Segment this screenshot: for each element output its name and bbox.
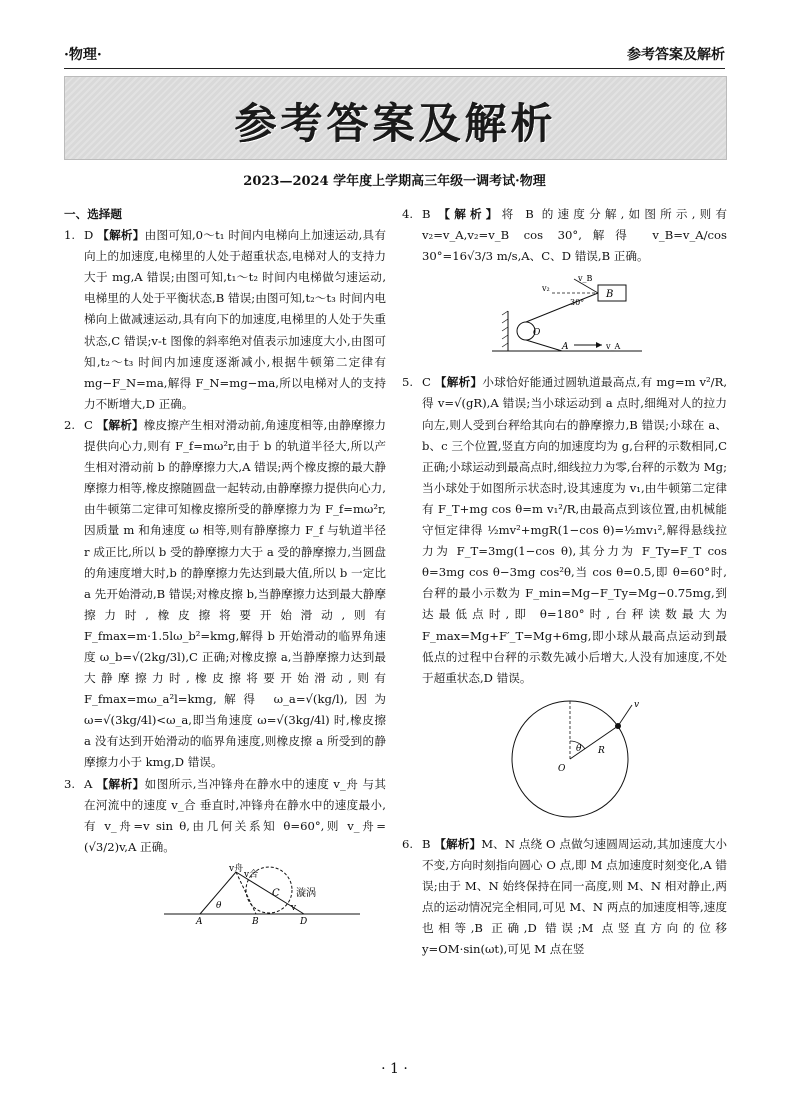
question-text: 橡皮擦产生相对滑动前,角速度相等,由静摩擦力提供向心力,则有 F_f=mω²r,由于 b 的轨道半径大,所以产生相对滑动前 b 的静摩擦力大,A 错误;两个橡皮擦的最大静摩擦力相等,橡皮擦随圆盘一起转动,由静摩擦力提供向心力,由牛顿第二定律可知橡皮擦所受的静摩擦力为 F_f=mω²r,因质量 m 和角速度 ω 相等,则有静摩擦力 F_f 与轨道半径 r 成正比,所以 b 受的静摩擦力大于 a 受的静摩擦力,当圆盘的角速度增大时,b 的静摩擦力先达到最大值,所以 b 一定比 a 先开始滑动,B 错误;对橡皮擦 b,当静摩擦力达到最大静摩擦力时,橡皮擦将要开始滑动,则有 F_fmax=m·1.5lω_b²=kmg,解得 b 开始滑动的临界角速度 ω_b=√(2kg/3l),C 正确;对橡皮擦 a,当静摩擦力达到最大静摩擦力时,橡皮擦将要开始滑动,则有 F_fmax=mω_a²l=kmg,解得 ω_a=√(kg/l),因为 ω=√(3kg/4l)<ω_a,即当角速度 ω=√(3kg/4l) 时,橡皮擦 a 没有达到开始滑动的临界角速度,则橡皮擦 a 所受到的静摩擦力小于 kmg,D 错误。 (84, 417, 387, 770)
question-text: 由图可知,0～t₁ 时间内电梯向上加速运动,具有向上的加速度,电梯里的人处于超重状态,电梯对人的支持力大于 mg,A 错误;由图可知,t₁～t₂ 时间内电梯做匀速运动,电梯里的人处于平衡状态,B 错误;由图可知,t₂～t₃ 时间内电梯向上做减速运动,具有向下的加速度,电梯里的人处于失重状态,C 错误;v-t 图像的斜率绝对值表示加速度大小,由图可知,t₂～t₃ 时间内加速度逐渐减小,根据牛顿第二定律有 mg−F_N=ma,解得 F_N=mg−ma,所以电梯对人的支持力不断增大,D 正确。 (84, 228, 386, 411)
page-number: · 1 · (381, 1061, 408, 1077)
fig5-label-r: R (598, 745, 605, 756)
fig3-label-c: C (272, 887, 280, 899)
analysis-tag: 【解析】 (434, 375, 483, 390)
analysis-tag: 【解析】 (434, 836, 482, 851)
question-1 (64, 225, 386, 415)
fig4-label-v2: v₂ (542, 284, 550, 294)
exam-subtitle: 2023—2024 学年度上学期高三年级一调考试·物理 (243, 174, 546, 189)
figure-river-boat (64, 862, 386, 933)
question-number: 6. (402, 836, 414, 851)
fig4-label-o: O (533, 328, 541, 339)
question-3 (64, 774, 386, 858)
answer-letter: C (84, 417, 93, 432)
fig3-label-d: D (300, 916, 308, 926)
banner-title: 参考答案及解析 (234, 99, 557, 148)
question-4 (402, 204, 727, 267)
figure-circle (402, 693, 727, 830)
fig3-label-vboat: v舟 (229, 863, 244, 874)
right-column (402, 204, 727, 960)
fig5-label-v: v (634, 699, 640, 710)
question-5 (402, 372, 727, 688)
fig4-label-vb: v_B (578, 274, 593, 284)
answer-letter: A (84, 776, 93, 791)
question-6 (402, 834, 727, 961)
fig3-label-theta: θ (216, 900, 222, 911)
pulley-diagram (402, 271, 727, 361)
answer-letter: B (422, 207, 431, 221)
answer-letter: B (422, 836, 431, 851)
header-subject: ·物理· (64, 47, 102, 63)
fig3-label-vsum: v合 (244, 869, 259, 880)
fig3-label-v: v (291, 902, 297, 913)
page-header (64, 42, 725, 64)
left-column (64, 204, 386, 937)
fig4-label-a: A (562, 342, 569, 353)
question-number: 4. (402, 207, 414, 221)
question-text: 将 B 的速度分解,如图所示,则有 v₂=v_A,v₂=v_B cos 30°,解得 v_B=v_A/cos 30°=16√3/3 m/s,A、C、D 错误,B 正确。 (422, 207, 727, 264)
fig3-label-b: B (252, 916, 259, 926)
question-text: 小球恰好能通过圆轨道最高点,有 mg=m v²/R,得 v=√(gR),A 错误;当小球运动到 a 点时,细绳对人的拉力向左,则人受到台秤给其向右的静摩擦力,B 错误;小球在 a、b、c 三个位置,竖直方向的加速度均为 g,台秤的示数相同,C 正确;小球运动到最高点时,细线拉力为零,台秤的示数为 Mg;当小球处于如图所示状态时,设其速度为 v₁,由牛顿第二定律有 F_T+mg cos θ=m v₁²/R,由最高点到该位置,由机械能守恒定律得 ½mv²+mgR(1−cos θ)=½mv₁²,解得悬线拉力为 F_T=3mg(1−cos θ),其分力为 F_Ty=F_T cos θ=3mg cos θ−3mg cos²θ,当 cos θ=0.5,即 θ=60°时,台秤的最小示数为 F_min=Mg−F_Ty=Mg−0.75mg,到达最低点时,即 θ=180°时,台秤读数最大为 F_max=Mg+F′_T=Mg+6mg,即小球从最高点运动到最低点的过程中台秤的示数先减小后增大,人没有加速度,不处于超重状态,D 错误。 (422, 375, 727, 685)
circle-motion-diagram (402, 693, 727, 823)
question-text: M、N 点绕 O 点做匀速圆周运动,其加速度大小不变,方向时刻指向圆心 O 点,即 M 点加速度时刻变化,A 错误;由于 M、N 始终保持在同一高度,则 M、N 相对静止,两点的运动情况完全相同,可见 M、N 两点的加速度相等,速度也相等,B 正确,D 错误;M 点竖直方向的位移 y=OM·sin(ωt),可见 M 点在竖 (422, 836, 727, 957)
header-section: 参考答案及解析 (627, 47, 725, 63)
analysis-tag: 【解析】 (96, 417, 144, 432)
question-number: 5. (402, 375, 414, 390)
fig4-label-angle: 30° (570, 298, 585, 308)
fig4-label-va: v_A (606, 342, 621, 352)
fig4-label-b: B (606, 289, 614, 301)
analysis-tag: 【解析】 (97, 228, 145, 243)
question-2 (64, 415, 386, 774)
answer-letter: C (422, 375, 431, 390)
question-text: 如图所示,当冲锋舟在静水中的速度 v_舟 与其在河流中的速度 v_合 垂直时,冲锋舟在静水中的速度最小,有 v_舟=v sin θ,由几何关系知 θ=60°,则 v_舟=(√3/2)v,A 正确。 (84, 776, 386, 854)
answer-letter: D (84, 228, 94, 243)
question-number: 1. (64, 228, 76, 243)
river-boat-diagram (64, 862, 386, 926)
analysis-tag: 【解析】 (96, 776, 145, 791)
question-number: 2. (64, 417, 76, 432)
fig5-label-o: O (558, 763, 566, 774)
fig3-label-a: A (196, 916, 203, 926)
fig5-label-theta: θ (576, 743, 582, 754)
question-number: 3. (64, 776, 76, 791)
section-heading: 一、选择题 (64, 207, 122, 221)
title-banner (64, 76, 727, 160)
fig3-label-vortex: 漩涡 (296, 887, 316, 899)
header-rule (64, 68, 725, 69)
figure-pulley (402, 271, 727, 368)
analysis-tag: 【解析】 (438, 207, 502, 221)
